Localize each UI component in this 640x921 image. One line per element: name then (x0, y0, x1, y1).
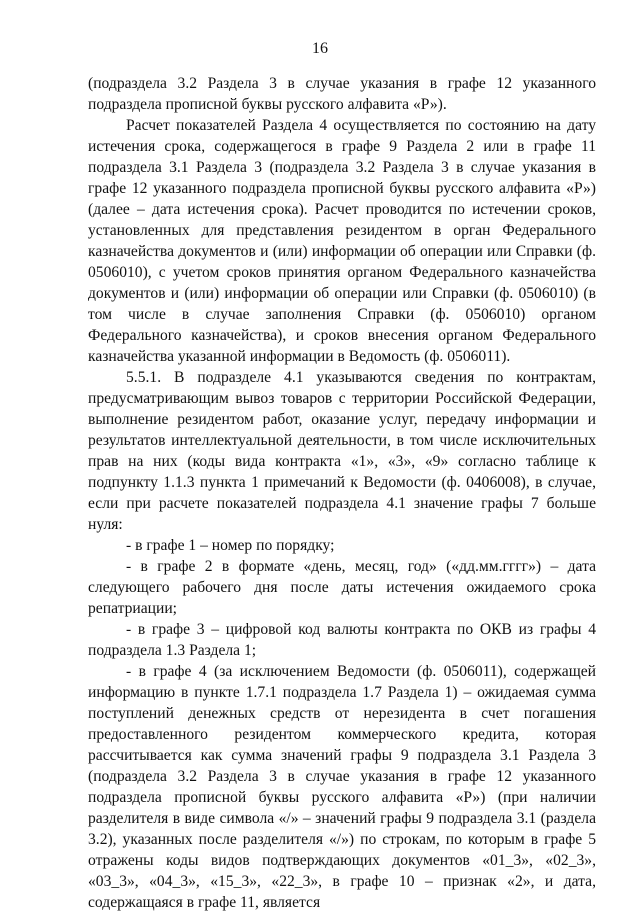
page-number: 16 (312, 40, 328, 57)
list-item-column-1: - в графе 1 – номер по порядку; (126, 537, 335, 554)
list-item-column-4: - в графе 4 (за исключением Ведомости (ф. 0506011), содержащей информацию в пункте 1.7.1 подраздела 1.7 Раздела 1) – ожидаемая сумма поступлений денежных средств от нерезидента в счет погашения предоставленного резидентом коммерческого кредита, которая рассчитывается как сумма значений графы 9 подраздела 3.1 Раздела 3 (подраздела 3.2 Раздела 3 в случае указания в графе 12 указанного подраздела прописной буквы русского алфавита «Р») (при наличии разделителя в виде символа «/» – значений графы 9 подраздела 3.1 (раздела 3.2), указанных после разделителя «/») по строкам, по которым в графе 5 отражены коды видов подтверждающих документов «01_3», «02_3», «03_3», «04_3», «15_3», «22_3», в графе 10 – признак «2», и дата, содержащаяся в графе 11, является (88, 663, 596, 911)
paragraph-section4-calculation: Расчет показателей Раздела 4 осуществляется по состоянию на дату истечения срока, содержащегося в графе 9 Раздела 2 или в графе 11 подраздела 3.1 Раздела 3 (подраздела 3.2 Раздела 3 в случае указания в графе 12 указанного подраздела прописной буквы русского алфавита «Р») (далее – дата истечения срока). Расчет проводится по истечении сроков, установленных для представления резидентом в орган Федерального казначейства документов и (или) информации об операции или Справки (ф. 0506010), с учетом сроков принятия органом Федерального казначейства документов и (или) информации об операции или Справки (ф. 0506010) (в том числе в случае заполнения Справки (ф. 0506010) органом Федерального казначейства), и сроков внесения органом Федерального казначейства указанной информации в Ведомость (ф. 0506011). (88, 117, 596, 365)
paragraph-continuation: (подраздела 3.2 Раздела 3 в случае указания в графе 12 указанного подраздела прописной буквы русского алфавита «Р»). (88, 75, 596, 113)
document-body (88, 73, 596, 913)
list-item-column-3: - в графе 3 – цифровой код валюты контракта по ОКВ из графы 4 подраздела 1.3 Раздела 1; (88, 621, 596, 659)
paragraph-5-5-1: 5.5.1. В подразделе 4.1 указываются сведения по контрактам, предусматривающим вывоз товаров с территории Российской Федерации, выполнение резидентом работ, оказание услуг, передачу информации и результатов интеллектуальной деятельности, в том числе исключительных прав на них (коды вида контракта «1», «3», «9» согласно таблице к подпункту 1.1.3 пункта 1 примечаний к Ведомости (ф. 0406008), в случае, если при расчете показателей подраздела 4.1 значение графы 7 больше нуля: (88, 369, 596, 533)
list-item-column-2: - в графе 2 в формате «день, месяц, год» («дд.мм.гггг») – дата следующего рабочего дня после даты истечения ожидаемого срока репатриации; (88, 558, 596, 617)
